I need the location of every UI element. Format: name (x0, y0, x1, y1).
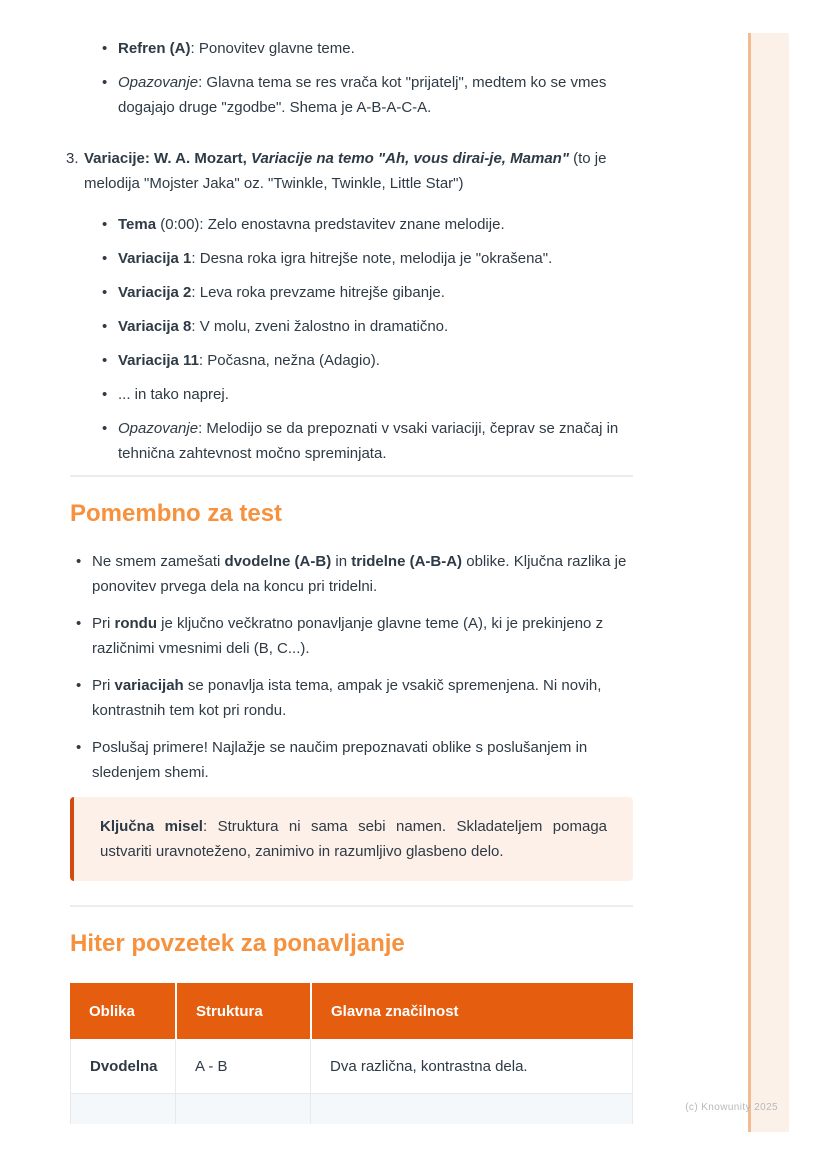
list-item-text: (0:00): Zelo enostavna predstavitev znane melodije. (156, 216, 505, 233)
list-item-text: : Melodijo se da prepoznati v vsaki variaciji, čeprav se značaj in tehnična zahtevnost močno spreminjata. (118, 420, 619, 462)
table-header-cell: Glavna značilnost (310, 983, 633, 1039)
list-item-lead: Variacija 11 (118, 352, 199, 369)
list-item-text: : Ponovitev glavne teme. (190, 40, 355, 57)
list-item (70, 280, 633, 305)
page-edge-stripe (748, 33, 789, 1132)
list-item-lead: Variacija 2 (118, 284, 192, 301)
item-title-rest: (to je melodija "Mojster Jaka" oz. "Twinkle, Twinkle, Little Star") (84, 150, 607, 192)
numbered-item-variations (66, 146, 633, 196)
table-header-cell: Struktura (175, 983, 310, 1039)
item-number: 3. (66, 150, 79, 167)
table-cell (310, 1094, 633, 1124)
list-item-text: ... in tako naprej. (118, 386, 229, 403)
bullet-icon: • (102, 284, 108, 301)
list-item-text: se ponavlja ista tema, ampak je vsakič spremenjena. Ni novih, kontrastnih tem kot pri rondu. (92, 677, 602, 719)
table-cell (175, 1094, 310, 1124)
list-item (70, 70, 633, 120)
list-item-bold: dvodelne (A-B) (224, 553, 332, 570)
list-item-text: Ne smem zamešati (92, 553, 225, 570)
table-header-cell: Oblika (89, 1002, 135, 1020)
list-item-text: je ključno večkratno ponavljanje glavne teme (A), ki je prekinjeno z različnimi vmesnimi deli (B, C...). (92, 615, 604, 657)
bullet-icon: • (102, 40, 108, 57)
bullet-icon: • (102, 352, 108, 369)
list-item (70, 416, 633, 466)
bullet-icon: • (102, 386, 108, 403)
key-idea-callout (70, 797, 633, 881)
list-item-text: oblike. Ključna razlika je ponovitev prvega dela na koncu pri tridelni. (92, 553, 627, 595)
list-item-text: Poslušaj primere! Najlažje se naučim prepoznavati oblike s poslušanjem in sledenjem shemi. (92, 739, 588, 781)
list-item-text: in (331, 553, 352, 570)
bullet-icon: • (76, 677, 82, 694)
list-item-text: : Leva roka prevzame hitrejše gibanje. (191, 284, 445, 301)
list-item (70, 611, 633, 661)
list-item (70, 549, 633, 599)
section-divider (70, 905, 633, 907)
bullet-icon: • (76, 553, 82, 570)
list-item (70, 348, 633, 373)
section-heading-summary: Hiter povzetek za ponavljanje (70, 930, 405, 957)
table-row-partial (70, 1094, 633, 1124)
summary-table (70, 983, 633, 1124)
item-title-bold-italic: Variacije na temo "Ah, vous dirai-je, Maman" (251, 150, 569, 167)
variations-list (70, 212, 633, 466)
list-item-lead: Variacija 8 (118, 318, 192, 335)
bullet-icon: • (102, 318, 108, 335)
table-cell: A - B (175, 1039, 310, 1093)
test-tips-list (70, 549, 633, 785)
table-cell: Dvodelna (70, 1039, 175, 1093)
document-content (66, 0, 633, 1124)
list-item-text: Pri (92, 677, 115, 694)
bullet-icon: • (102, 420, 108, 437)
list-item-lead: Opazovanje (118, 74, 199, 91)
list-item-text: : V molu, zveni žalostno in dramatično. (191, 318, 449, 335)
list-item-lead: Variacija 1 (118, 250, 192, 267)
list-item-lead: Refren (A) (118, 40, 191, 57)
list-item (70, 212, 633, 237)
list-item-text: : Počasna, nežna (Adagio). (198, 352, 380, 369)
table-row (70, 1039, 633, 1094)
item-title-bold: Variacije: W. A. Mozart, (84, 150, 251, 167)
copyright-watermark: (c) Knowunity 2025 (685, 1102, 778, 1113)
list-item (70, 735, 633, 785)
list-item-bold: tridelne (A-B-A) (351, 553, 463, 570)
list-item (70, 382, 633, 407)
list-item (70, 246, 633, 271)
table-cell (70, 1094, 175, 1124)
list-item (70, 314, 633, 339)
list-item-text: Pri (92, 615, 115, 632)
rondo-observation-list (70, 0, 633, 120)
bullet-icon: • (76, 615, 82, 632)
list-item-lead: Opazovanje (118, 420, 199, 437)
list-item-text: : Desna roka igra hitrejše note, melodija je "okrašena". (191, 250, 553, 267)
list-item-lead: Tema (118, 216, 157, 233)
list-item-text: : Glavna tema se res vrača kot "prijatelj", medtem ko se vmes dogajajo druge "zgodbe". Shema je A-B-A-C-A. (118, 74, 607, 116)
bullet-icon: • (76, 739, 82, 756)
list-item-bold: variacijah (114, 677, 184, 694)
bullet-icon: • (102, 216, 108, 233)
list-item-bold: rondu (114, 615, 157, 632)
callout-lead: Ključna misel (100, 818, 203, 835)
section-heading-test: Pomembno za test (70, 500, 283, 527)
table-header-row (70, 983, 633, 1039)
list-item (70, 673, 633, 723)
section-divider (70, 475, 633, 477)
callout-text: : Struktura ni sama sebi namen. Skladateljem pomaga ustvariti uravnoteženo, zanimivo in razumljivo glasbeno delo. (100, 818, 607, 860)
table-cell: Dva različna, kontrastna dela. (310, 1039, 633, 1093)
bullet-icon: • (102, 250, 108, 267)
bullet-icon: • (102, 74, 108, 91)
list-item (70, 36, 633, 61)
